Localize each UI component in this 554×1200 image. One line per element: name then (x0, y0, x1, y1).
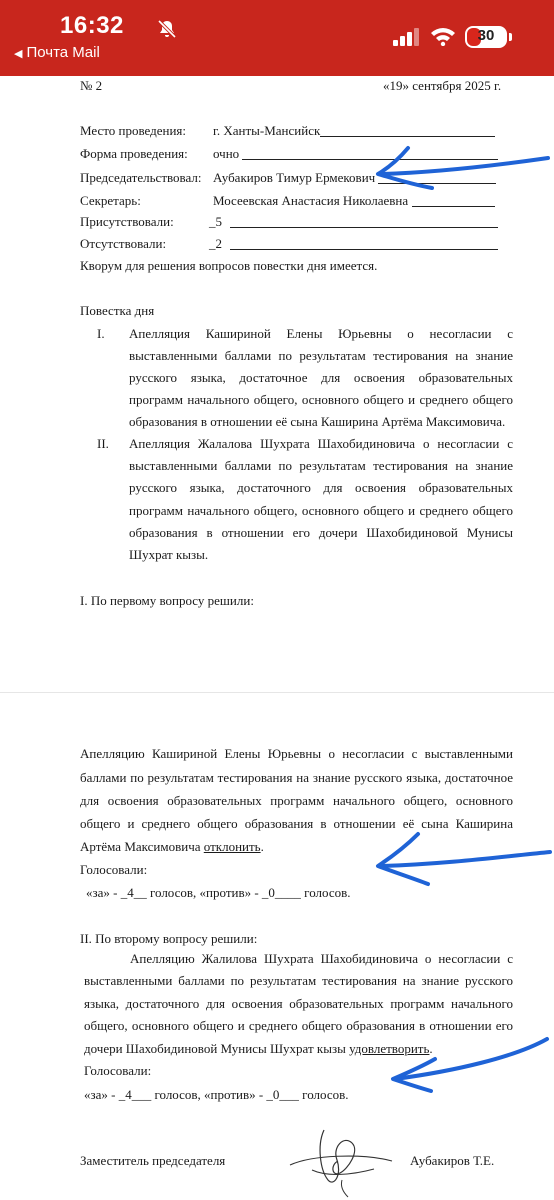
annotation-arrow-1 (370, 140, 554, 200)
form-value: очно (213, 146, 240, 161)
back-to-mail-link[interactable] (14, 44, 100, 61)
page-separator (0, 692, 554, 693)
place-underline (320, 136, 495, 137)
place-label: Место проведения: (80, 123, 187, 138)
vote-result-2: «за» - _4___ голосов, «против» - _0___ голосов. (84, 1087, 349, 1102)
protocol-date: «19» сентября 2025 г. (383, 78, 502, 93)
agenda-item-1-line: выставленными баллами по результатам тестирования на знание (129, 348, 513, 363)
agenda-item-1-line: программ начального общего, основного общего и среднего общего (129, 392, 513, 407)
agenda-item-1-line: образования в отношении её сына Каширина Артёма Максимовича. (129, 414, 506, 429)
secretary-value: Мосеевская Анастасия Николаевна (213, 193, 409, 208)
annotation-arrow-2 (368, 820, 554, 890)
absent-label: Отсутствовали: (80, 236, 167, 251)
agenda-item-2-line: образования в отношении его дочери Шахобидиновой Мунисы (129, 525, 513, 540)
present-label: Присутствовали: (80, 214, 174, 229)
decision-1-line: Апелляцию Кашириной Елены Юрьевны о несогласии с выставленными (80, 746, 513, 761)
voted-label-2: Голосовали: (84, 1063, 152, 1078)
secretary-underline (412, 206, 495, 207)
chair-value: Аубакиров Тимур Ермекович (213, 170, 376, 185)
battery-percent: 30 (477, 27, 495, 44)
decision-2-line: Апелляцию Жалилова Шухрата Шахобидиновича о несогласии с (130, 951, 513, 966)
battery-cap (509, 33, 512, 41)
signature-image (282, 1125, 412, 1200)
decision-2-verdict: удовлетворить (349, 1041, 430, 1056)
decision-2-last-line (84, 1041, 433, 1057)
agenda-item-1-line: русского языка, достаточное для освоения образовательных (129, 370, 513, 385)
decision-2-line: языка, достаточного для освоения образовательных программ начального (84, 996, 513, 1011)
quorum-text: Кворум для решения вопросов повестки дня имеется. (80, 258, 378, 273)
agenda-item-2-line: Шухрат кызы. (129, 547, 209, 562)
decision-1-line: баллами по результатам тестирования на знание русского языка, достаточное (80, 770, 513, 785)
deputy-name: Аубакиров Т.Е. (410, 1153, 495, 1168)
vote-result-1: «за» - _4__ голосов, «против» - _0____ голосов. (86, 885, 351, 900)
agenda-item-2-line: Апелляция Жалалова Шухрата Шахобидиновича о несогласии с (129, 436, 513, 451)
question-2-title: II. По второму вопросу решили: (80, 931, 258, 946)
bell-muted-icon (156, 18, 178, 40)
agenda-item-2-line: русского языка, достаточного для освоения образовательных (129, 480, 513, 495)
agenda-item-2-line: программ начального общего, основного общего и среднего общего (129, 503, 513, 518)
place-value: г. Ханты-Мансийск (213, 123, 321, 138)
battery-icon (465, 26, 507, 48)
decision-1-period: . (260, 839, 264, 854)
form-label: Форма проведения: (80, 146, 188, 161)
decision-2-period: . (429, 1041, 433, 1056)
decision-1-last-line (80, 839, 264, 855)
absent-value: _2 (209, 236, 222, 251)
decision-2-text: дочери Шахобидиновой Мунисы Шухрат кызы (84, 1041, 350, 1056)
absent-underline (230, 249, 498, 250)
decision-1-text: Артёма Максимовича (80, 839, 204, 854)
agenda-item-2-line: выставленными баллами по результатам тестирования на знание (129, 458, 513, 473)
cellular-signal-icon (393, 28, 419, 46)
voted-label-1: Голосовали: (80, 862, 148, 877)
wifi-icon (430, 26, 456, 46)
agenda-title: Повестка дня (80, 303, 155, 318)
back-triangle-icon: ◀ (14, 48, 23, 60)
decision-1-line: общего и среднего общего образования в отношении её сына Каширина (80, 816, 513, 831)
decision-2-line: общего, основного общего и среднего общего образования в отношении его (84, 1018, 513, 1033)
deputy-label: Заместитель председателя (80, 1153, 226, 1168)
present-underline (230, 227, 498, 228)
protocol-number: № 2 (80, 78, 103, 93)
agenda-item-2-num: II. (97, 436, 109, 451)
status-bar (0, 0, 554, 76)
question-1-title: I. По первому вопросу решили: (80, 593, 254, 608)
clock-time: 16:32 (60, 12, 124, 39)
back-label: Почта Mail (26, 44, 100, 61)
decision-2-line: выставленными баллами по результатам тестирования на знание русского (84, 973, 513, 988)
secretary-label: Секретарь: (80, 193, 141, 208)
decision-1-verdict: отклонить (203, 839, 261, 854)
annotation-arrow-3 (385, 1035, 554, 1095)
decision-1-line: для освоения образовательных программ начального общего, основного (80, 793, 513, 808)
present-value: _5 (209, 214, 222, 229)
agenda-item-1-line: Апелляция Кашириной Елены Юрьевны о несогласии с (129, 326, 513, 341)
agenda-item-1-num: I. (97, 326, 105, 341)
chair-label: Председательствовал: (80, 170, 202, 185)
